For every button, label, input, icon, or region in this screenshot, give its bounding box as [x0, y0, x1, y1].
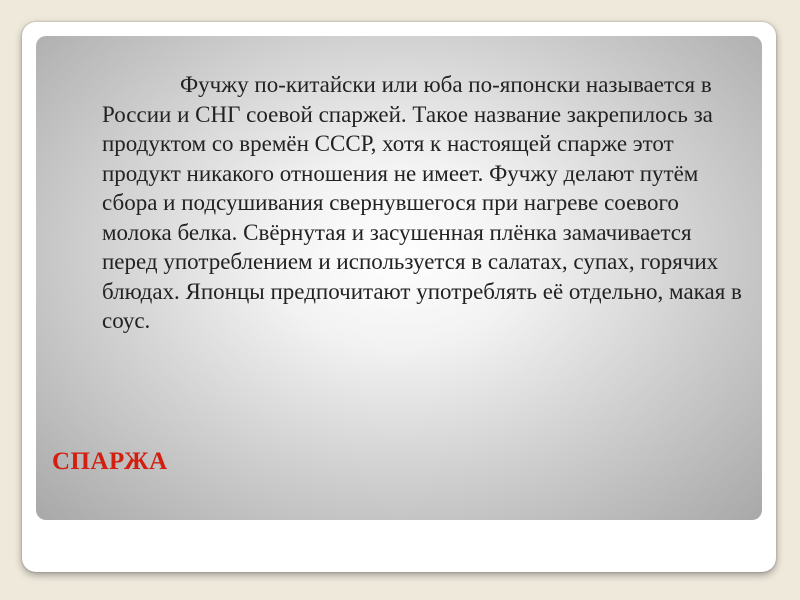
slide-body-text: Фучжу по-китайски или юба по-японски называется в России и СНГ соевой спаржей. Такое название закрепилось за продуктом со времён СССР, хотя к настоящей спарже этот продукт никакого отношения не имеет. Фучжу делают путём сбора и подсушивания свернувшегося при нагреве соевого молока белка. Свёрнутая и засушенная плёнка замачивается перед употреблением и используется в салатах, супах, горячих блюдах. Японцы предпочитают употреблять её отдельно, макая в соус.: [102, 72, 742, 333]
slide-frame: [22, 22, 776, 572]
slide-title: СПАРЖА: [52, 448, 168, 475]
content-panel: [36, 36, 762, 520]
